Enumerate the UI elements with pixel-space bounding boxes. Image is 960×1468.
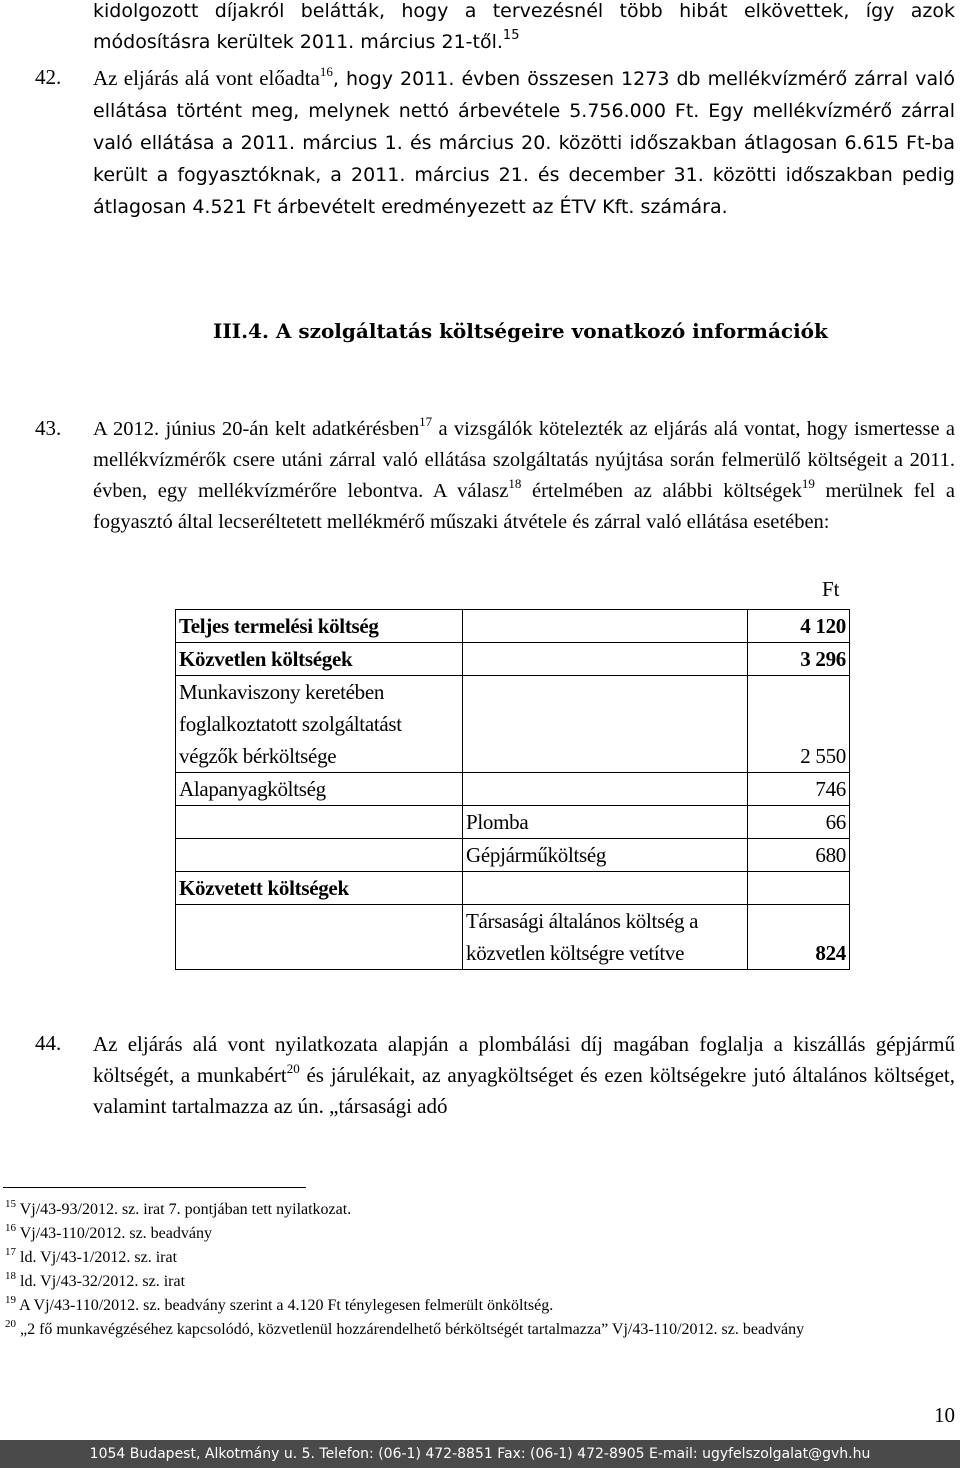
paragraph-number: 44. [35,1031,62,1055]
paragraph-44 [93,1029,955,1122]
table-cell: Munkaviszony keretében foglalkoztatott szolgáltatást végzők bérköltsége [176,676,463,773]
footnote-ref: 20 [286,1061,300,1076]
table-cell [176,806,463,839]
table-cell: Társasági általános költség a közvetlen költségre vetítve [463,905,748,970]
cost-table [175,609,850,970]
footnote-number: 17 [5,1246,16,1258]
table-row [176,806,850,839]
currency-unit: Ft [822,577,840,601]
footnote-number: 16 [5,1222,16,1234]
footnote-text: Vj/43-110/2012. sz. beadvány [19,1225,212,1242]
table-cell [176,905,463,970]
table-cell: Plomba [463,806,748,839]
table-cell: Közvetett költségek [176,872,463,905]
footnote-ref: 18 [508,476,522,491]
footnote [5,1222,955,1246]
table-cell: 2 550 [748,676,850,773]
paragraph-text: kidolgozott díjakról belátták, hogy a tervezésnél több hibát elkövettek, így azok módosításra kerültek 2011. március 21-től. [93,0,955,53]
section-heading: III.4. A szolgáltatás költségeire vonatkozó információk [213,319,828,343]
footnote-ref: 19 [801,476,815,491]
paragraph-text: , hogy 2011. évben összesen 1273 db mellékvízmérő zárral való ellátása történt meg, melynek nettó árbevétele 5.756.000 Ft. Egy mellékvízmérő zárral való ellátása a 2011. március 1. és március 20. közötti időszakban átlagosan 6.615 Ft-ba került a fogyasztóknak, a 2011. március 21. és december 31. közötti időszakban pedig átlagosan 4.521 Ft árbevételt eredményezett az ÉTV Kft. számára. [93,68,956,218]
footnote-text: „2 fő munkavégzéséhez kapcsolódó, közvetlenül hozzárendelhető bérköltségét tartalmazza” Vj/43-110/2012. sz. beadvány [20,1321,805,1338]
footnote-ref: 15 [502,28,520,43]
footnote [5,1246,955,1270]
footnote [5,1294,955,1318]
table-row [176,610,850,643]
paragraph-41-tail [93,0,955,58]
table-cell [463,676,748,773]
table-cell [463,610,748,643]
paragraph-text: és járulékait, az anyagköltséget és ezen költségekre jutó általános költséget, valamint tartalmazza az ún. „társasági adó [93,1063,955,1118]
page-number: 10 [934,1403,955,1427]
table-cell: 4 120 [748,610,850,643]
table-cell [176,839,463,872]
footnote-number: 15 [5,1198,16,1210]
table-row [176,839,850,872]
footer-contact-bar: 1054 Budapest, Alkotmány u. 5. Telefon: (06-1) 472-8851 Fax: (06-1) 472-8905 E-mail: ugyfelszolgalat@gvh.hu [0,1440,960,1468]
table-cell: 824 [748,905,850,970]
footnote-text: A Vj/43-110/2012. sz. beadvány szerint a 4.120 Ft ténylegesen felmerült önköltség. [19,1297,554,1314]
paragraph-text: Az eljárás alá vont nyilatkozata alapján a plombálási díj magában foglalja a kiszállás gépjármű költségét, a munkabért [93,1032,955,1087]
footnote [5,1270,955,1294]
table-cell: 66 [748,806,850,839]
table-row [176,905,850,970]
footnote-text: Vj/43-93/2012. sz. irat 7. pontjában tett nyilatkozat. [19,1201,352,1218]
footnote [5,1198,955,1222]
table-cell: 3 296 [748,643,850,676]
footnotes [5,1198,955,1342]
footnote-number: 18 [5,1270,16,1282]
footnote-ref: 17 [419,414,433,429]
paragraph-text: Az eljárás alá vont előadta [93,66,320,90]
table-row [176,676,850,773]
footnote-number: 20 [5,1318,16,1330]
table-cell: Gépjárműköltség [463,839,748,872]
table-row [176,643,850,676]
footnote-divider [3,1187,306,1188]
paragraph-text: a vizsgálók kötelezték az eljárás alá vontat, hogy ismertesse a mellékvízmérők csere utáni zárral való ellátása szolgáltatás nyújtása során felmerülő költségeit a 2011. évben, egy mellékvízmérőre lebontva. A válasz [93,418,955,502]
footnote-number: 19 [5,1294,16,1306]
paragraph-number: 43. [35,416,62,440]
table-row [176,773,850,806]
table-cell [463,773,748,806]
table-cell [463,872,748,905]
paragraph-text: merülnek fel a fogyasztó által lecseréltetett mellékmérő műszaki átvétele és zárral való ellátása esetében: [93,480,956,533]
table-cell: 680 [748,839,850,872]
footnote-ref: 16 [319,64,333,79]
footnote-text: ld. Vj/43-1/2012. sz. irat [20,1249,178,1266]
paragraph-text: A 2012. június 20-án kelt adatkérésben [93,418,420,440]
paragraph-number: 42. [35,65,62,89]
table-cell: Közvetlen költségek [176,643,463,676]
table-cell [463,643,748,676]
table-cell: 746 [748,773,850,806]
table-cell: Alapanyagköltség [176,773,463,806]
paragraph-42 [93,63,955,223]
table-cell: Teljes termelési költség [176,610,463,643]
table-cell [748,872,850,905]
paragraph-43 [93,414,955,538]
table-row [176,872,850,905]
footnote [5,1318,955,1342]
paragraph-text: értelmében az alábbi költségek [521,480,802,502]
footnote-text: ld. Vj/43-32/2012. sz. irat [20,1273,186,1290]
